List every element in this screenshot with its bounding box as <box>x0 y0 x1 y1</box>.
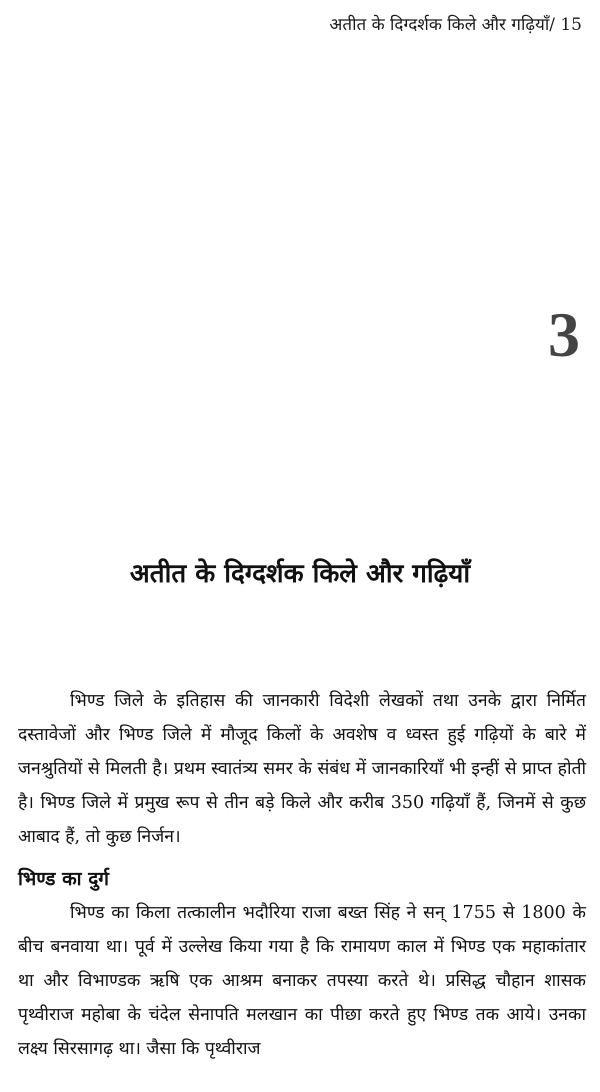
section-heading: भिण्ड का दुर्ग <box>18 868 109 890</box>
section-paragraph <box>18 896 586 1066</box>
body-paragraph <box>18 684 586 854</box>
chapter-title: अतीत के दिग्दर्शक किले और गढ़ियाँ <box>129 559 471 589</box>
chapter-number: 3 <box>548 299 580 370</box>
running-header: अतीत के दिग्दर्शक किले और गढ़ियाँ/ 15 <box>329 15 582 35</box>
paragraph-text: भिण्ड का किला तत्कालीन भदौरिया राजा बख्त सिंह ने सन् 1755 से 1800 के बीच बनवाया था। पूर्व में उल्लेख किया गया है कि रामायण काल में भिण्ड एक महाकांतार था और विभाण्डक ऋषि एक आश्रम बनाकर तपस्या करते थे। प्रसिद्ध चौहान शासक पृथ्वीराज महोबा के चंदेल सेनापति मलखान का पीछा करते हुए भिण्ड तक आये। उनका लक्ष्य सिरसागढ़ था। जैसा कि पृथ्वीराज <box>18 903 586 1059</box>
paragraph-text: भिण्ड जिले के इतिहास की जानकारी विदेशी लेखकों तथा उनके द्वारा निर्मित दस्तावेजों और भिण्ड जिले में मौजूद किलों के अवशेष व ध्वस्त हुई गढ़ियों के बारे में जनश्रुतियों से मिलती है। प्रथम स्वातंत्र्य समर के संबंध में जानकारियाँ भी इन्हीं से प्राप्त होती है। भिण्ड जिले में प्रमुख रूप से तीन बड़े किले और करीब 350 गढ़ियाँ हैं, जिनमें से कुछ आबाद हैं, तो कुछ निर्जन। <box>18 691 586 847</box>
